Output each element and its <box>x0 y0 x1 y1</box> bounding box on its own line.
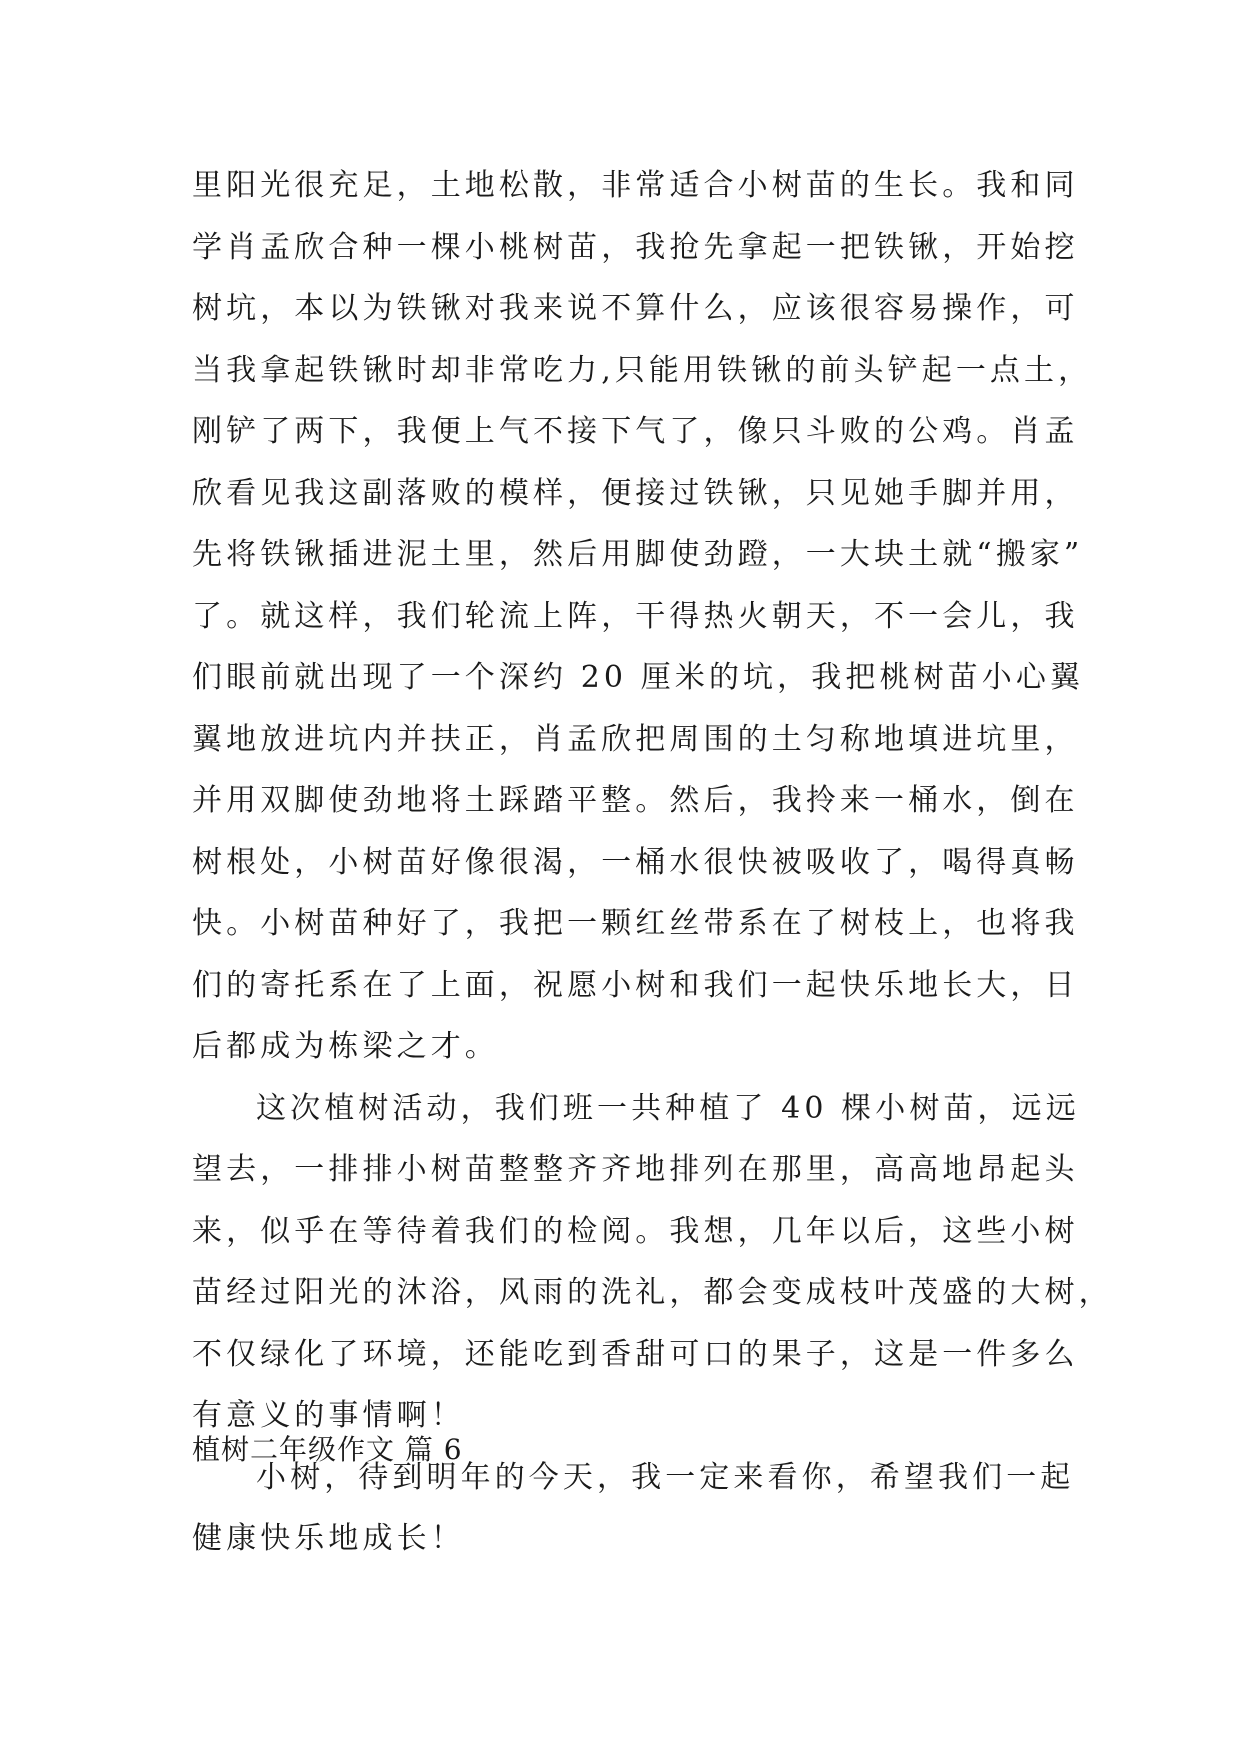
paragraph-1 <box>192 155 1093 1078</box>
text-line: 当我拿起铁锹时却非常吃力,只能用铁锹的前头铲起一点土， <box>192 352 1093 388</box>
text-line: 来，似乎在等待着我们的检阅。我想，几年以后，这些小树 <box>192 1213 1079 1249</box>
text-line: 望去，一排排小树苗整整齐齐地排列在那里，高高地昂起头 <box>192 1152 1079 1187</box>
text-line: 里阳光很充足，土地松散，非常适合小树苗的生长。我和同 <box>192 168 1079 203</box>
text-line: 们眼前就出现了一个深约 20 厘米的坑，我把桃树苗小心翼 <box>192 660 1085 695</box>
text-line: 们的寄托系在了上面，祝愿小树和我们一起快乐地长大，日 <box>192 967 1079 1003</box>
text-line: 学肖孟欣合种一棵小桃树苗，我抢先拿起一把铁锹，开始挖 <box>192 229 1079 265</box>
text-line: 树坑，本以为铁锹对我来说不算什么，应该很容易操作，可 <box>192 291 1079 326</box>
text-line: 并用双脚使劲地将土踩踏平整。然后，我拎来一桶水，倒在 <box>192 783 1079 818</box>
text-line: 这次植树活动，我们班一共种植了 40 棵小树苗，远远 <box>256 1090 1080 1126</box>
text-line: 树根处，小树苗好像很渴，一桶水很快被吸收了，喝得真畅 <box>192 844 1079 880</box>
section-heading: 植树二年级作文 篇 6 <box>192 1433 463 1466</box>
text-line: 刚铲了两下，我便上气不接下气了，像只斗败的公鸡。肖孟 <box>192 414 1079 449</box>
text-line: 苗经过阳光的沐浴，风雨的洗礼，都会变成枝叶茂盛的大树， <box>192 1275 1113 1310</box>
document-body <box>192 155 1113 1570</box>
paragraph-2 <box>192 1078 1113 1447</box>
text-line: 先将铁锹插进泥土里，然后用脚使劲蹬，一大块土就“搬家” <box>192 537 1084 572</box>
text-line: 快。小树苗种好了，我把一颗红丝带系在了树枝上，也将我 <box>192 906 1079 941</box>
text-line: 小树，待到明年的今天，我一定来看你，希望我们一起 <box>256 1459 1075 1495</box>
text-line: 翼地放进坑内并扶正，肖孟欣把周围的土匀称地填进坑里， <box>192 721 1079 757</box>
text-line: 欣看见我这副落败的模样，便接过铁锹，只见她手脚并用， <box>192 475 1079 511</box>
text-line: 健康快乐地成长！ <box>192 1521 465 1556</box>
text-line: 有意义的事情啊！ <box>192 1398 465 1433</box>
text-line: 不仅绿化了环境，还能吃到香甜可口的果子，这是一件多么 <box>192 1336 1079 1372</box>
text-line: 后都成为栋梁之才。 <box>192 1029 499 1064</box>
text-line: 了。就这样，我们轮流上阵，干得热火朝天，不一会儿，我 <box>192 598 1079 634</box>
